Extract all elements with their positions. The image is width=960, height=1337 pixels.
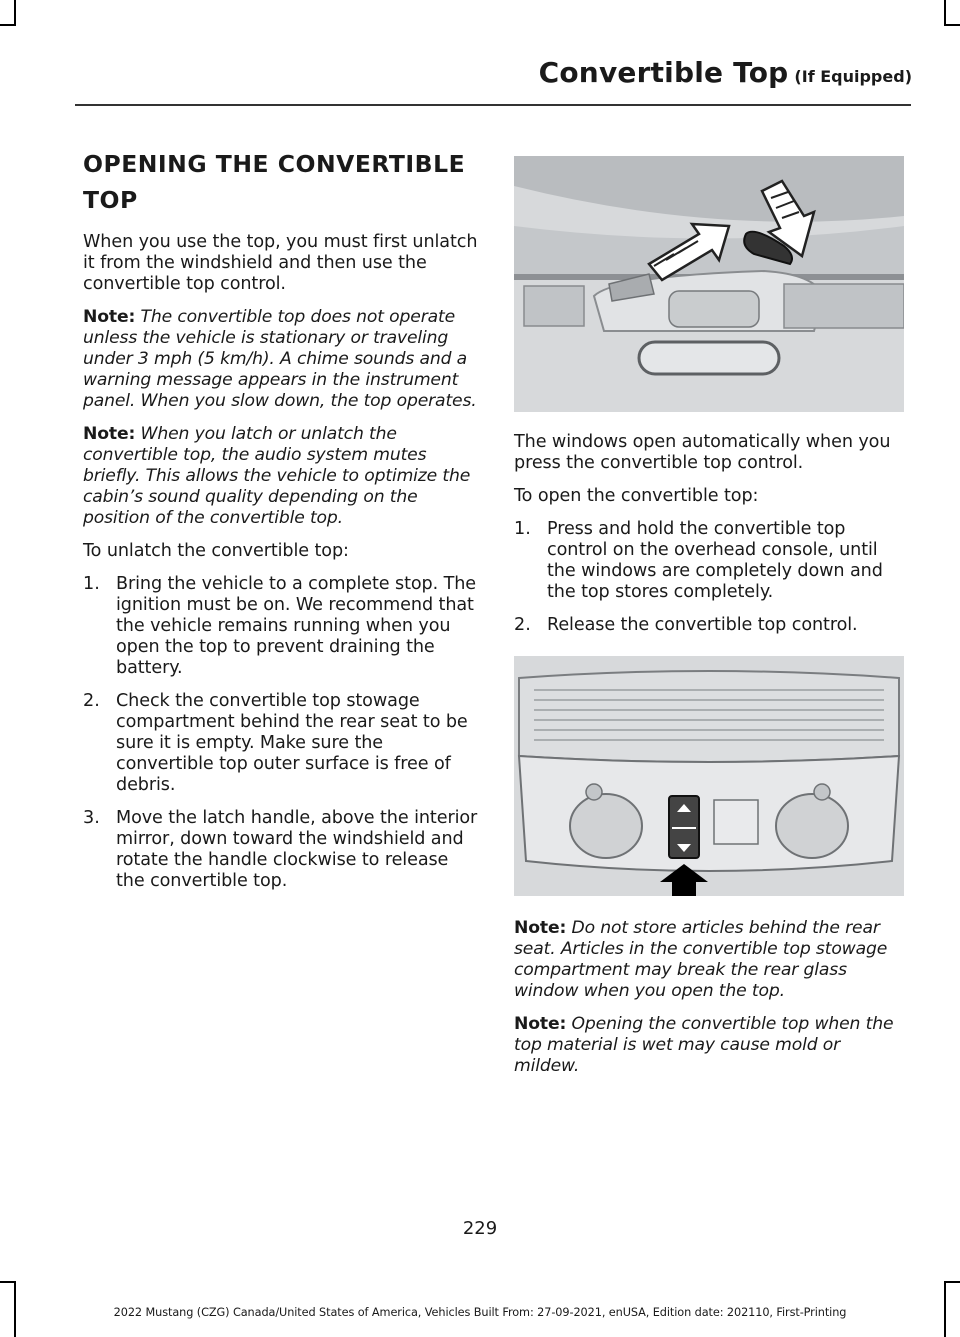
overhead-console-illustration bbox=[514, 656, 904, 896]
crop-mark bbox=[944, 1281, 960, 1283]
unlatch-steps bbox=[83, 574, 478, 892]
left-column bbox=[83, 146, 478, 904]
list-item bbox=[83, 691, 478, 796]
unlatch-heading: To unlatch the convertible top: bbox=[83, 541, 349, 561]
crop-mark bbox=[0, 24, 16, 26]
step-number: 1. bbox=[514, 519, 531, 539]
crop-mark bbox=[14, 0, 16, 26]
crop-mark bbox=[944, 0, 946, 26]
note-label: Note: bbox=[514, 918, 567, 938]
list-item bbox=[514, 615, 909, 636]
windows-auto-text: The windows open automatically when you press the convertible top control. bbox=[514, 432, 891, 473]
note-label: Note: bbox=[514, 1014, 567, 1034]
intro-paragraph: When you use the top, you must first unlatch it from the windshield and then use the convertible top control. bbox=[83, 232, 478, 294]
overhead-console-figure bbox=[514, 656, 904, 896]
page-number: 229 bbox=[462, 1218, 498, 1239]
note-text: When you latch or unlatch the convertible top, the audio system mutes briefly. This allows the vehicle to optimize the cabin’s sound quality depending on the position of the convertible top. bbox=[83, 424, 471, 528]
step-number: 1. bbox=[83, 574, 100, 594]
section-title: OPENING THE CONVERTIBLE TOP bbox=[83, 150, 466, 214]
step-number: 2. bbox=[514, 615, 531, 635]
step-text: Bring the vehicle to a complete stop. The ignition must be on. We recommend that the vehicle remains running when you open the top to prevent draining the battery. bbox=[116, 574, 477, 678]
step-text: Release the convertible top control. bbox=[547, 615, 858, 635]
note-text: The convertible top does not operate unless the vehicle is stationary or traveling under 3 mph (5 km/h). A chime sounds and a warning message appears in the instrument panel. When you slow down, the top operates. bbox=[83, 307, 477, 411]
note-audio-mute bbox=[83, 424, 478, 529]
crop-mark bbox=[0, 1281, 16, 1283]
header-divider bbox=[75, 104, 911, 106]
step-text: Press and hold the convertible top control on the overhead console, until the windows are completely down and the top stores completely. bbox=[547, 519, 883, 602]
note-label: Note: bbox=[83, 307, 136, 327]
note-label: Note: bbox=[83, 424, 136, 444]
note-wet-top bbox=[514, 1014, 909, 1077]
latch-handle-figure bbox=[514, 156, 904, 412]
latch-handle-illustration bbox=[514, 156, 904, 412]
step-text: Check the convertible top stowage compartment behind the rear seat to be sure it is empty. Make sure the convertible top outer surface is free of debris. bbox=[116, 691, 468, 795]
open-heading: To open the convertible top: bbox=[514, 486, 759, 506]
step-number: 3. bbox=[83, 808, 100, 828]
crop-mark bbox=[944, 24, 960, 26]
step-text: Move the latch handle, above the interior mirror, down toward the windshield and rotate the handle clockwise to release the convertible top. bbox=[116, 808, 478, 891]
chapter-title: Convertible Top bbox=[538, 56, 789, 89]
list-item bbox=[514, 519, 909, 603]
chapter-subtitle: (If Equipped) bbox=[794, 67, 912, 86]
page-footer: 2022 Mustang (CZG) Canada/United States of America, Vehicles Built From: 27-09-2021, enUSA, Edition date: 202110, First-Printing bbox=[113, 1306, 847, 1319]
list-item bbox=[83, 574, 478, 679]
right-column bbox=[514, 156, 909, 1089]
note-text: Opening the convertible top when the top material is wet may cause mold or mildew. bbox=[514, 1014, 894, 1076]
note-text: Do not store articles behind the rear seat. Articles in the convertible top stowage compartment may break the rear glass window when you open the top. bbox=[514, 918, 888, 1001]
open-steps bbox=[514, 519, 909, 636]
note-speed-limit bbox=[83, 307, 478, 412]
step-number: 2. bbox=[83, 691, 100, 711]
note-rear-seat bbox=[514, 918, 909, 1002]
list-item bbox=[83, 808, 478, 892]
page-header bbox=[0, 56, 912, 89]
